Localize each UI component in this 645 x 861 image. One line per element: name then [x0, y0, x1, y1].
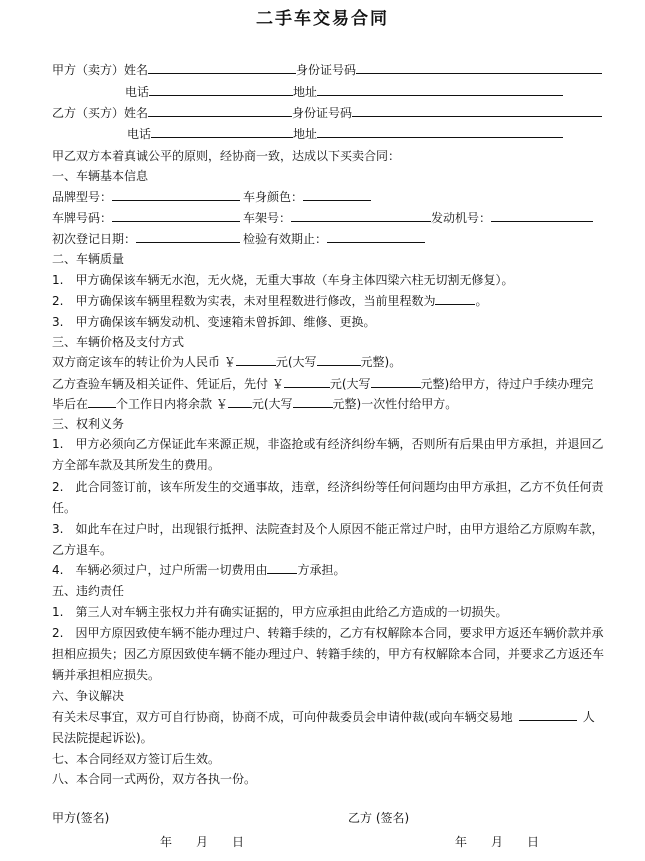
color-row	[243, 189, 371, 205]
party-a-address-blank[interactable]	[317, 84, 563, 96]
rights-item-4	[52, 562, 345, 578]
balance-words-blank[interactable]	[293, 396, 333, 408]
plate-blank[interactable]	[112, 210, 240, 222]
party-a-address-label: 地址	[293, 85, 318, 99]
party-b-phone-label: 电话	[127, 127, 152, 141]
sign-party-b[interactable]: 乙方 (签名)	[348, 811, 410, 825]
price-line-1-b: 元(大写	[275, 355, 317, 369]
rights-item-2-b: 任。	[52, 501, 77, 515]
party-b-name-row	[52, 105, 602, 121]
party-a-id-label: 身份证号码	[296, 63, 357, 77]
date-party-b[interactable]: 年 月 日	[455, 835, 540, 849]
rights-item-2-a: 2. 此合同签订前，该车所发生的交通事故，违章，经济纠纷等任何问题均由甲方承担，乙方不负任何责	[52, 480, 604, 494]
quality-item-2-end: 。	[475, 294, 488, 308]
color-blank[interactable]	[303, 189, 371, 201]
inspect-row	[243, 231, 425, 247]
section-2-title: 二、车辆质量	[52, 252, 125, 266]
rights-item-4-a: 4. 车辆必须过户，过户所需一切费用由	[52, 563, 268, 577]
party-a-id-blank[interactable]	[356, 62, 602, 74]
party-a-phone-label: 电话	[125, 85, 150, 99]
price-line-3-d: 元整)一次性付给甲方。	[332, 397, 458, 411]
rights-item-1-a: 1. 甲方必须向乙方保证此车来源正规，非盗抢或有经济纠纷车辆，否则所有后果由甲方承担，并退回乙	[52, 437, 604, 451]
frame-row	[243, 210, 431, 226]
plate-row	[52, 210, 240, 226]
price-line-3	[52, 396, 457, 412]
intro-text: 甲乙双方本着真诚公平的原则，经协商一致，达成以下买卖合同：	[52, 149, 401, 163]
frame-label: 车架号：	[243, 211, 292, 225]
section-8: 八、本合同一式两份，双方各执一份。	[52, 772, 257, 786]
price-line-2-a: 乙方查验车辆及相关证件、凭证后，先付 ￥	[52, 377, 284, 391]
party-a-phone-blank[interactable]	[149, 84, 293, 96]
price-line-2-c: 元整)给甲方，待过户手续办理完	[420, 377, 594, 391]
engine-label: 发动机号：	[431, 211, 492, 225]
section-3-title: 三、车辆价格及支付方式	[52, 335, 185, 349]
price-line-3-a: 毕后在	[52, 397, 89, 411]
quality-item-2-text: 2. 甲方确保该车辆里程数为实表，未对里程数进行修改，当前里程数为	[52, 294, 436, 308]
mileage-blank[interactable]	[435, 293, 475, 305]
brand-blank[interactable]	[112, 189, 240, 201]
party-a-name-blank[interactable]	[148, 62, 296, 74]
date-party-a[interactable]: 年 月 日	[160, 835, 245, 849]
section-1-title: 一、车辆基本信息	[52, 169, 149, 183]
dispute-line-1	[52, 709, 595, 725]
brand-row	[52, 189, 240, 205]
balance-blank[interactable]	[228, 396, 252, 408]
engine-blank[interactable]	[491, 210, 593, 222]
rights-item-3-a: 3. 如此车在过户时，出现银行抵押、法院查封及个人原因不能正常过户时，由甲方退给乙方原购车款，	[52, 522, 604, 536]
dispute-line-1-text: 有关未尽事宜，双方可自行协商，协商不成，可向仲裁委员会申请仲裁(或向车辆交易地	[52, 710, 513, 724]
plate-label: 车牌号码：	[52, 211, 113, 225]
quality-item-3: 3. 甲方确保该车辆发动机、变速箱未曾拆卸、维修、更换。	[52, 315, 376, 329]
section-7: 七、本合同经双方签订后生效。	[52, 752, 221, 766]
dispute-line-2: 民法院提起诉讼)。	[52, 731, 153, 745]
quality-item-1: 1. 甲方确保该车辆无水泡，无火烧，无重大事故（车身主体四梁六柱无切割无修复）。	[52, 273, 514, 287]
price-blank[interactable]	[236, 354, 276, 366]
party-a-phone-row	[125, 84, 563, 100]
section-4-title: 三、权利义务	[52, 417, 125, 431]
price-line-1-c: 元整)。	[360, 355, 402, 369]
color-label: 车身颜色：	[243, 190, 304, 204]
section-5-title: 五、违约责任	[52, 584, 125, 598]
inspect-label: 检验有效期止：	[243, 232, 328, 246]
deposit-words-blank[interactable]	[371, 376, 421, 388]
party-b-phone-row	[127, 126, 563, 142]
price-line-1-a: 双方商定该车的转让价为人民币 ￥	[52, 355, 236, 369]
price-line-3-b: 个工作日内将余款 ￥	[116, 397, 228, 411]
first-reg-label: 初次登记日期：	[52, 232, 137, 246]
price-line-2-b: 元(大写	[329, 377, 371, 391]
party-b-phone-blank[interactable]	[151, 126, 293, 138]
sign-party-a[interactable]: 甲方(签名)	[52, 811, 110, 825]
party-a-name-row	[52, 62, 602, 78]
trade-place-blank[interactable]	[519, 709, 577, 721]
party-b-name-blank[interactable]	[148, 105, 292, 117]
frame-blank[interactable]	[291, 210, 431, 222]
party-b-name-label: 乙方（买方）姓名	[52, 106, 149, 120]
section-6-title: 六、争议解决	[52, 689, 125, 703]
party-b-address-blank[interactable]	[317, 126, 563, 138]
price-words-blank[interactable]	[317, 354, 361, 366]
inspect-blank[interactable]	[327, 231, 425, 243]
rights-item-4-b: 方承担。	[297, 563, 346, 577]
breach-item-1: 1. 第三人对车辆主张权力并有确实证据的，甲方应承担由此给乙方造成的一切损失。	[52, 605, 508, 619]
quality-item-2	[52, 293, 487, 309]
fee-party-blank[interactable]	[267, 562, 297, 574]
first-reg-row	[52, 231, 240, 247]
deposit-blank[interactable]	[284, 376, 330, 388]
breach-item-2-c: 辆并承担相应损失。	[52, 668, 161, 682]
days-blank[interactable]	[88, 396, 116, 408]
rights-item-3-b: 乙方退车。	[52, 543, 113, 557]
party-a-name-label: 甲方（卖方）姓名	[52, 63, 149, 77]
party-b-id-blank[interactable]	[352, 105, 602, 117]
brand-label: 品牌型号：	[52, 190, 113, 204]
dispute-line-1-end: 人	[582, 710, 595, 724]
page-title: 二手车交易合同	[256, 9, 389, 29]
price-line-2	[52, 376, 593, 392]
breach-item-2-a: 2. 因甲方原因致使车辆不能办理过户、转籍手续的，乙方有权解除本合同，要求甲方返还车辆价款并承	[52, 626, 604, 640]
price-line-3-c: 元(大写	[251, 397, 293, 411]
breach-item-2-b: 担相应损失；因乙方原因致使车辆不能办理过户、转籍手续的，甲方有权解除本合同，并要求乙方返还车	[52, 647, 605, 661]
rights-item-1-b: 方全部车款及其所发生的费用。	[52, 458, 221, 472]
engine-row	[431, 210, 593, 226]
first-reg-blank[interactable]	[136, 231, 240, 243]
party-b-address-label: 地址	[293, 127, 318, 141]
price-line-1	[52, 354, 401, 370]
party-b-id-label: 身份证号码	[292, 106, 353, 120]
